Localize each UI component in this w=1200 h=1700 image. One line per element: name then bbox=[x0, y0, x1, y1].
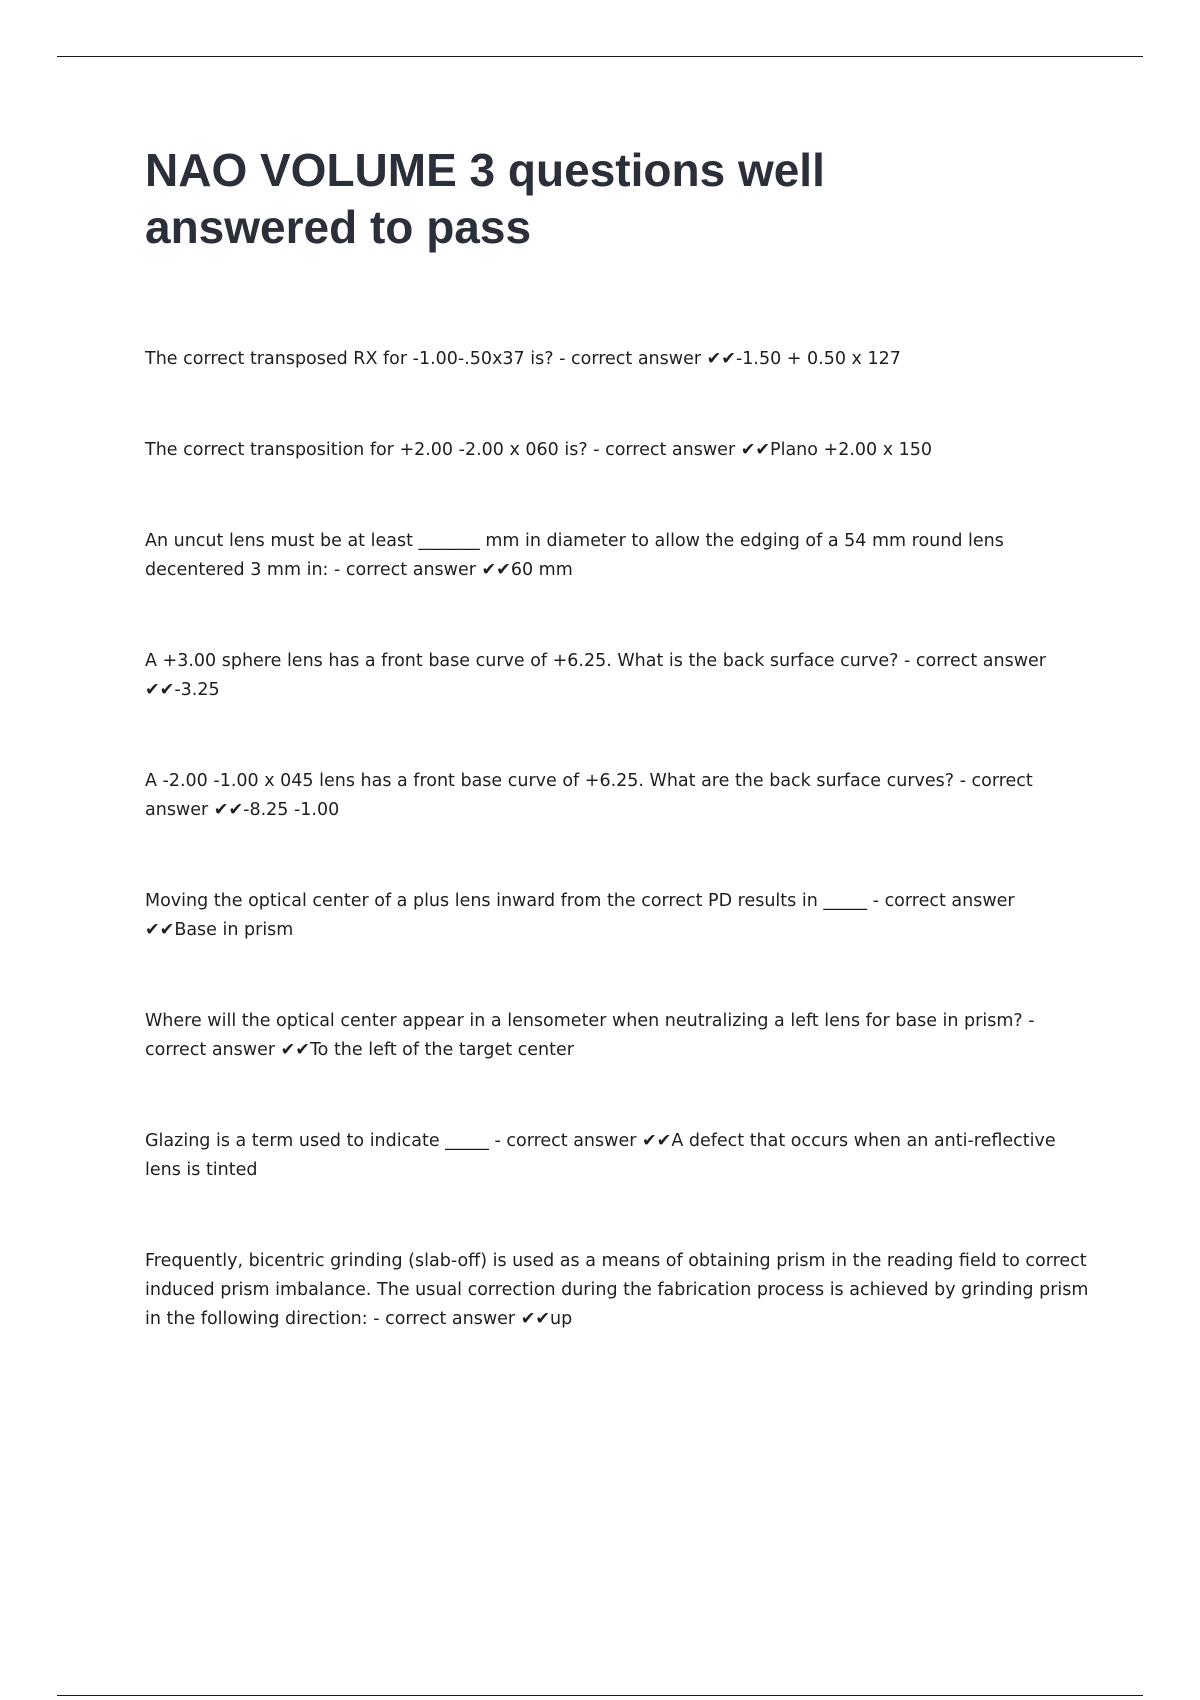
qa-item bbox=[145, 1007, 1090, 1065]
separator: - bbox=[898, 651, 916, 671]
check-mark-icon: ✔✔ bbox=[740, 440, 771, 460]
qa-item bbox=[145, 1247, 1090, 1334]
answer-text: -8.25 -1.00 bbox=[243, 800, 340, 820]
separator: - bbox=[328, 560, 346, 580]
separator: - bbox=[367, 1309, 386, 1329]
separator: - bbox=[587, 440, 606, 460]
bottom-divider bbox=[57, 1695, 1143, 1696]
answer-label: correct answer bbox=[506, 1131, 637, 1151]
separator-space bbox=[1046, 651, 1052, 671]
question-text: Where will the optical center appear in a lensometer when neutralizing a left lens for base in prism? bbox=[145, 1011, 1023, 1031]
separator: - bbox=[867, 891, 885, 911]
qa-item bbox=[145, 527, 1090, 585]
answer-text: up bbox=[550, 1309, 573, 1329]
question-text: A -2.00 -1.00 x 045 lens has a front base curve of +6.25. What are the back surface curves? bbox=[145, 771, 955, 791]
answer-text: To the left of the target center bbox=[309, 1040, 574, 1060]
answer-label: correct answer bbox=[915, 651, 1046, 671]
separator: - bbox=[553, 349, 571, 369]
separator: - bbox=[954, 771, 972, 791]
answer-label: correct answer bbox=[605, 440, 736, 460]
answer-text: 60 mm bbox=[510, 560, 573, 580]
question-text: The correct transposed RX for -1.00-.50x37 is? bbox=[145, 349, 554, 369]
question-text: Moving the optical center of a plus lens inward from the correct PD results in _____ bbox=[145, 891, 868, 911]
check-mark-icon: ✔✔ bbox=[641, 1131, 672, 1151]
answer-label: correct answer bbox=[345, 560, 476, 580]
check-mark-icon: ✔✔ bbox=[706, 349, 736, 369]
page-title: NAO VOLUME 3 questions well answered to pass bbox=[145, 144, 825, 253]
answer-label: correct answer bbox=[145, 771, 1033, 820]
qa-item bbox=[145, 767, 1090, 825]
qa-item bbox=[145, 647, 1090, 705]
qa-item bbox=[145, 887, 1090, 945]
answer-text: Base in prism bbox=[174, 920, 294, 940]
qa-item bbox=[145, 1127, 1090, 1185]
check-mark-icon: ✔✔ bbox=[280, 1040, 310, 1060]
check-mark-icon: ✔✔ bbox=[145, 920, 175, 940]
check-mark-icon: ✔✔ bbox=[145, 680, 175, 700]
check-mark-icon: ✔✔ bbox=[520, 1309, 551, 1329]
top-divider bbox=[57, 56, 1143, 57]
answer-label: correct answer bbox=[884, 891, 1015, 911]
answer-text: Plano +2.00 x 150 bbox=[770, 440, 933, 460]
question-text: A +3.00 sphere lens has a front base curve of +6.25. What is the back surface curve? bbox=[145, 651, 899, 671]
question-text: The correct transposition for +2.00 -2.00 x 060 is? bbox=[145, 440, 588, 460]
question-text: Glazing is a term used to indicate _____ bbox=[145, 1131, 489, 1151]
answer-label: correct answer bbox=[145, 1040, 276, 1060]
answer-text: -3.25 bbox=[174, 680, 220, 700]
separator-space bbox=[1015, 891, 1021, 911]
qa-item bbox=[145, 436, 1090, 465]
answer-text: -1.50 + 0.50 x 127 bbox=[735, 349, 901, 369]
qa-item bbox=[145, 345, 1090, 374]
qa-list bbox=[145, 345, 1090, 1396]
check-mark-icon: ✔✔ bbox=[481, 560, 511, 580]
question-text: Frequently, bicentric grinding (slab-off) is used as a means of obtaining prism in the reading field to correct induced prism imbalance. The usual correction during the fabrication process is achieved by grinding prism in the following direction: bbox=[145, 1251, 1089, 1329]
separator: - bbox=[1022, 1011, 1041, 1031]
question-text: An uncut lens must be at least _______ mm in diameter to allow the edging of a 54 mm round lens decentered 3 mm in: bbox=[145, 531, 1004, 580]
answer-text: A defect that occurs when an anti-reflective lens is tinted bbox=[145, 1131, 1056, 1180]
check-mark-icon: ✔✔ bbox=[213, 800, 244, 820]
separator: - bbox=[488, 1131, 507, 1151]
answer-label: correct answer bbox=[570, 349, 702, 369]
answer-label: correct answer bbox=[385, 1309, 516, 1329]
